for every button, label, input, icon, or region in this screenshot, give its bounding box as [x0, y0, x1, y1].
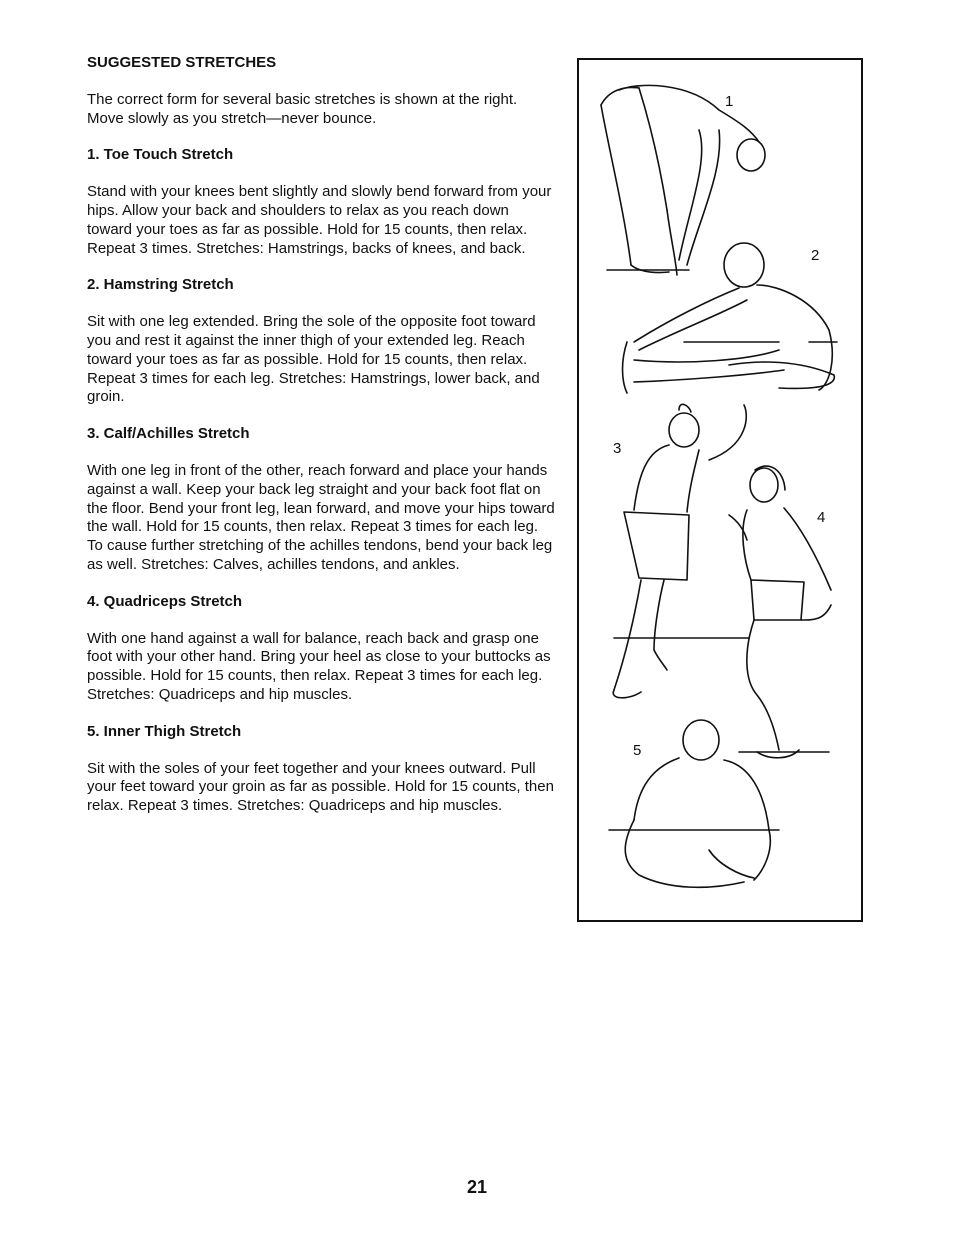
figure-hamstring [623, 243, 838, 393]
figure-toe-touch [601, 85, 765, 275]
section-body: Stand with your knees bent slightly and slowly bend forward from your hips. Allow your back and shoulders to relax as you reach down toward your toes as far as possible. Hold for 15 counts, then relax. Repeat 3 times. Stretches: Hamstrings, backs of knees, and back. [87, 183, 552, 257]
figure-label: 3 [613, 440, 622, 457]
section-heading: 3. Calf/Achilles Stretch [87, 425, 250, 443]
section-heading: 5. Inner Thigh Stretch [87, 722, 242, 740]
figure-label: 1 [725, 93, 734, 110]
text-column [87, 54, 557, 834]
stretch-figures-drawing [579, 60, 861, 920]
figure-label: 2 [811, 247, 820, 264]
section-body: With one hand against a wall for balance, reach back and grasp one foot with your other hand. Bring your heel as close to your buttocks as possible. Hold for 15 counts, then relax. Repeat 3 times for each leg. Stretches: Quadriceps and hip muscles. [87, 629, 551, 703]
intro-paragraph: The correct form for several basic stretches is shown at the right. Move slowly as you stretch—never bounce. [87, 90, 518, 127]
page-number: 21 [466, 1177, 488, 1197]
figure-quadriceps [729, 466, 831, 758]
section-body: Sit with one leg extended. Bring the sole of the opposite foot toward you and rest it against the inner thigh of your extended leg. Reach toward your toes as far as possible. Hold for 15 counts, then relax. Repeat 3 times for each leg. Stretches: Hamstrings, lower back, and groin. [87, 313, 540, 406]
section-body: With one leg in front of the other, reach forward and place your hands against a wall. Keep your back leg straight and your back foot flat on the floor. Bend your front leg, lean forward, and move your hips toward the wall. Hold for 15 counts, then relax. Repeat 3 times for each leg. To cause further stretching of the achilles tendons, bend your back leg as well. Stretches: Calves, achilles tendons, and ankles. [87, 461, 555, 573]
stretch-illustration-panel [577, 58, 863, 922]
figure-calf-achilles [613, 404, 749, 697]
section-heading: 2. Hamstring Stretch [87, 276, 234, 294]
section-heading: 1. Toe Touch Stretch [87, 146, 234, 164]
section-heading: 4. Quadriceps Stretch [87, 592, 243, 610]
section-body: Sit with the soles of your feet together and your knees outward. Pull your feet toward your groin as far as possible. Hold for 15 counts, then relax. Repeat 3 times. Stretches: Quadriceps and hip muscles. [87, 759, 554, 815]
figure-label: 4 [817, 509, 826, 526]
page-title: SUGGESTED STRETCHES [87, 54, 277, 71]
figure-label: 5 [633, 742, 642, 759]
